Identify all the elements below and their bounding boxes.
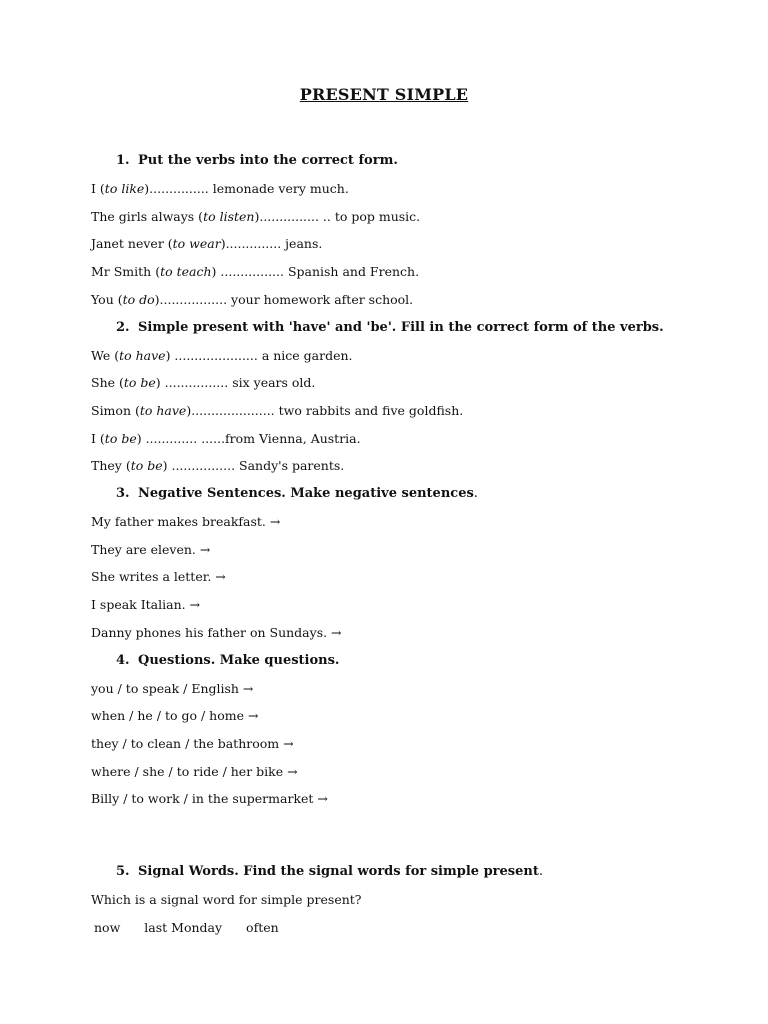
verb-prompt: to listen: [203, 209, 255, 224]
exercise-number: 4.: [116, 653, 130, 668]
verb-prompt: to wear: [172, 236, 221, 251]
exercise-line: My father makes breakfast. →: [91, 514, 281, 529]
exercise-line: Danny phones his father on Sundays. →: [91, 625, 342, 640]
exercise-heading-text: Put the verbs into the correct form.: [138, 153, 398, 168]
exercise-number: 2.: [116, 320, 130, 335]
exercise-line: She writes a letter. →: [91, 569, 226, 584]
exercise-number: 5.: [116, 864, 130, 879]
exercise-line: you / to speak / English →: [91, 681, 254, 696]
exercise-heading-text: Signal Words. Find the signal words for simple present: [138, 864, 539, 879]
exercise-heading-text: Negative Sentences. Make negative sentences: [138, 486, 474, 501]
verb-prompt: to be: [123, 375, 156, 390]
verb-prompt: to be: [130, 458, 163, 473]
exercise-number: 1.: [116, 153, 130, 168]
exercise-line: where / she / to ride / her bike →: [91, 764, 298, 779]
exercise-number: 3.: [116, 486, 130, 501]
exercise-4-heading: [116, 653, 339, 668]
exercise-line: when / he / to go / home →: [91, 708, 259, 723]
exercise-5-heading: 5. Signal Words. Find the signal words for simple present.: [116, 864, 543, 879]
verb-prompt: to do: [122, 292, 155, 307]
option-now: now: [94, 920, 121, 935]
verb-prompt: to teach: [160, 264, 212, 279]
exercise-line: they / to clean / the bathroom →: [91, 736, 294, 751]
exercise-3-heading: 3. Negative Sentences. Make negative sentences.: [116, 486, 478, 501]
option-last-monday: last Monday: [144, 920, 223, 935]
exercise-heading-text: Questions. Make questions.: [138, 653, 340, 668]
exercise-line: Simon (to have)..................... two rabbits and five goldfish.: [91, 403, 464, 418]
exercise-line: Mr Smith (to teach) ................ Spanish and French.: [91, 264, 420, 279]
exercise-line: I speak Italian. →: [91, 597, 201, 612]
exercise-line: The girls always (to listen)............... .. to pop music.: [91, 209, 421, 224]
signal-word-question: Which is a signal word for simple present?: [91, 892, 362, 907]
option-often: often: [246, 920, 279, 935]
exercise-line: I (to be) ............. ......from Vienna, Austria.: [91, 431, 361, 446]
exercise-line: I (to like)............... lemonade very much.: [91, 181, 349, 196]
verb-prompt: to be: [104, 431, 137, 446]
exercise-line: You (to do)................. your homework after school.: [91, 292, 414, 307]
exercise-heading-text: Simple present with 'have' and 'be'. Fill in the correct form of the verbs.: [138, 320, 664, 335]
exercise-line: She (to be) ................ six years old.: [91, 375, 316, 390]
page-title: PRESENT SIMPLE: [299, 85, 469, 104]
exercise-1-heading: [116, 153, 398, 168]
exercise-line: Janet never (to wear).............. jeans.: [91, 236, 323, 251]
exercise-line: We (to have) ..................... a nice garden.: [91, 348, 353, 363]
verb-prompt: to have: [119, 348, 166, 363]
exercise-line: Billy / to work / in the supermarket →: [91, 791, 328, 806]
verb-prompt: to like: [104, 181, 145, 196]
exercise-line: They (to be) ................ Sandy's parents.: [91, 458, 345, 473]
exercise-line: They are eleven. →: [91, 542, 211, 557]
verb-prompt: to have: [139, 403, 187, 418]
signal-word-options: [94, 920, 303, 935]
exercise-2-heading: [116, 320, 664, 335]
